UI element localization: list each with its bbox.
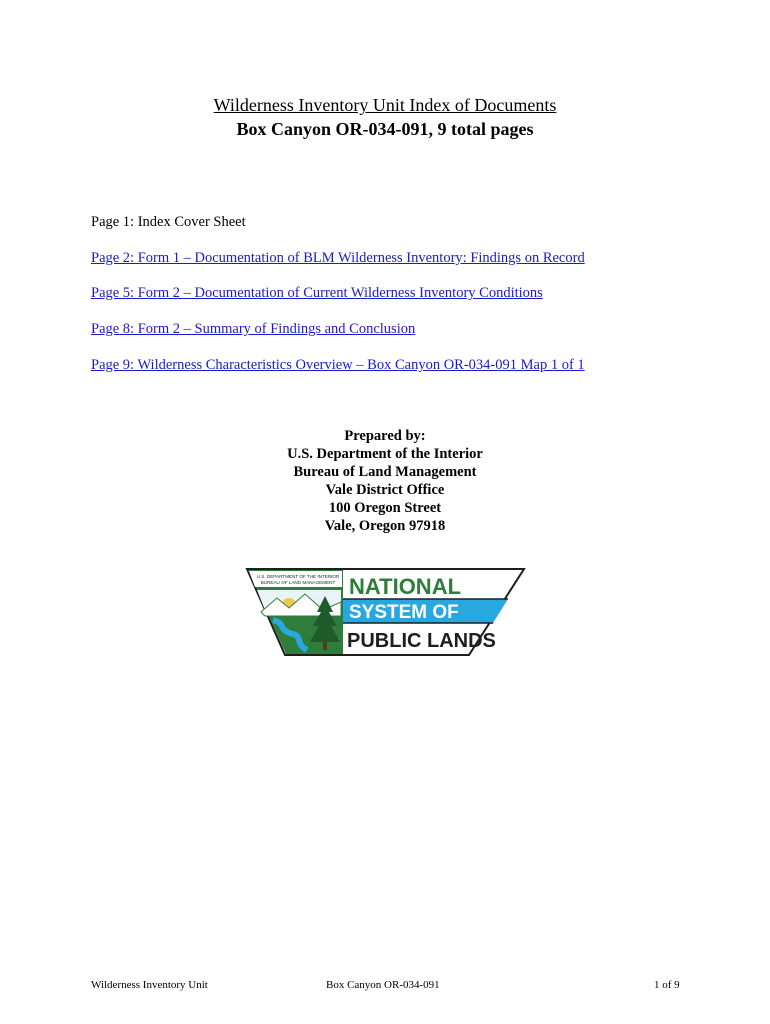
footer-left: Wilderness Inventory Unit — [91, 979, 208, 991]
logo-text-national: NATIONAL — [349, 574, 462, 599]
national-system-public-lands-logo — [243, 566, 527, 658]
footer-center: Box Canyon OR-034-091 — [326, 979, 440, 991]
index-item-page-1: Page 1: Index Cover Sheet — [91, 214, 246, 230]
prepared-by-line: Vale, Oregon 97918 — [324, 518, 446, 534]
logo-seal-text-2: BUREAU OF LAND MANAGEMENT — [260, 580, 336, 585]
index-link-page-9[interactable]: Page 9: Wilderness Characteristics Overview – Box Canyon OR-034-091 Map 1 of 1 — [91, 357, 585, 373]
footer-page-number: 1 of 9 — [654, 979, 680, 991]
prepared-by-line: 100 Oregon Street — [328, 500, 442, 516]
index-link-page-2[interactable]: Page 2: Form 1 – Documentation of BLM Wilderness Inventory: Findings on Record — [91, 250, 585, 266]
prepared-by-label: Prepared by: — [344, 428, 426, 444]
document-title: Wilderness Inventory Unit Index of Documents — [213, 95, 557, 115]
tree-trunk — [323, 642, 327, 650]
prepared-by-line: Bureau of Land Management — [293, 464, 477, 480]
prepared-by-line: Vale District Office — [325, 482, 445, 498]
document-subtitle: Box Canyon OR-034-091, 9 total pages — [236, 119, 534, 139]
prepared-by-block — [0, 427, 770, 535]
prepared-by-line: U.S. Department of the Interior — [287, 446, 483, 462]
index-link-page-5[interactable]: Page 5: Form 2 – Documentation of Current Wilderness Inventory Conditions — [91, 285, 543, 301]
logo-seal-text-1: U.S. DEPARTMENT OF THE INTERIOR — [256, 574, 340, 579]
logo-text-public-lands: PUBLIC LANDS — [347, 630, 496, 652]
index-link-page-8[interactable]: Page 8: Form 2 – Summary of Findings and Conclusion — [91, 321, 416, 337]
logo-text-system-of: SYSTEM OF — [349, 602, 459, 623]
